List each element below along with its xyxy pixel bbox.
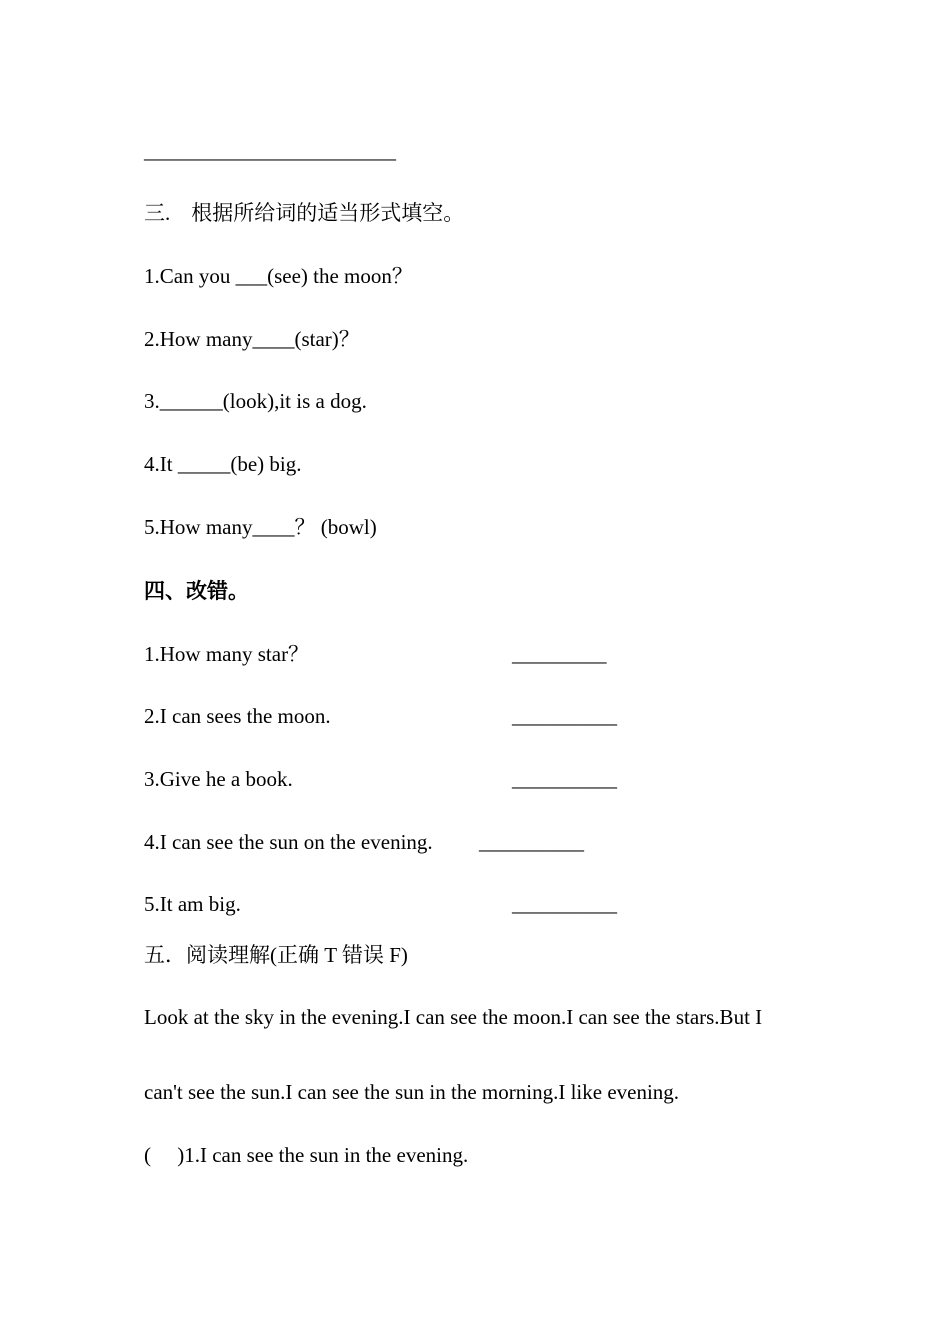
section-4-item-3: 3.Give he a book. — [144, 767, 293, 791]
section-4-answer-blank-3: __________ — [512, 767, 617, 791]
section-4-heading: 四、改错。 — [144, 579, 249, 603]
section-4-item-1: 1.How many star？ — [144, 642, 310, 666]
section-4-answer-blank-4: __________ — [479, 830, 584, 854]
section-3-heading: 三. 根据所给词的适当形式填空。 — [144, 201, 465, 225]
section-4-answer-blank-1: _________ — [512, 642, 607, 666]
section-4-answer-blank-5: __________ — [512, 892, 617, 916]
reading-question-1: ( )1.I can see the sun in the evening. — [144, 1143, 469, 1167]
section-3-item-2: 2.How many____(star)？ — [144, 327, 360, 351]
section-3-item-5: 5.How many____？ (bowl) — [144, 515, 377, 539]
section-4-item-5: 5.It am big. — [144, 892, 241, 916]
section-3-item-1: 1.Can you ___(see) the moon？ — [144, 264, 413, 288]
section-4-item-4: 4.I can see the sun on the evening. — [144, 830, 433, 854]
section-3-item-3: 3.______(look),it is a dog. — [144, 389, 367, 413]
section-5-heading: 五．阅读理解(正确 T 错误 F) — [144, 943, 408, 967]
reading-passage-line-2: can't see the sun.I can see the sun in the morning.I like evening. — [144, 1080, 680, 1104]
section-4-answer-blank-2: __________ — [512, 704, 617, 728]
section-4-item-2: 2.I can sees the moon. — [144, 704, 331, 728]
top-answer-blank: ________________________ — [144, 139, 396, 163]
reading-passage-line-1: Look at the sky in the evening.I can see the moon.I can see the stars.But I — [144, 1005, 763, 1029]
section-3-item-4: 4.It _____(be) big. — [144, 452, 302, 476]
